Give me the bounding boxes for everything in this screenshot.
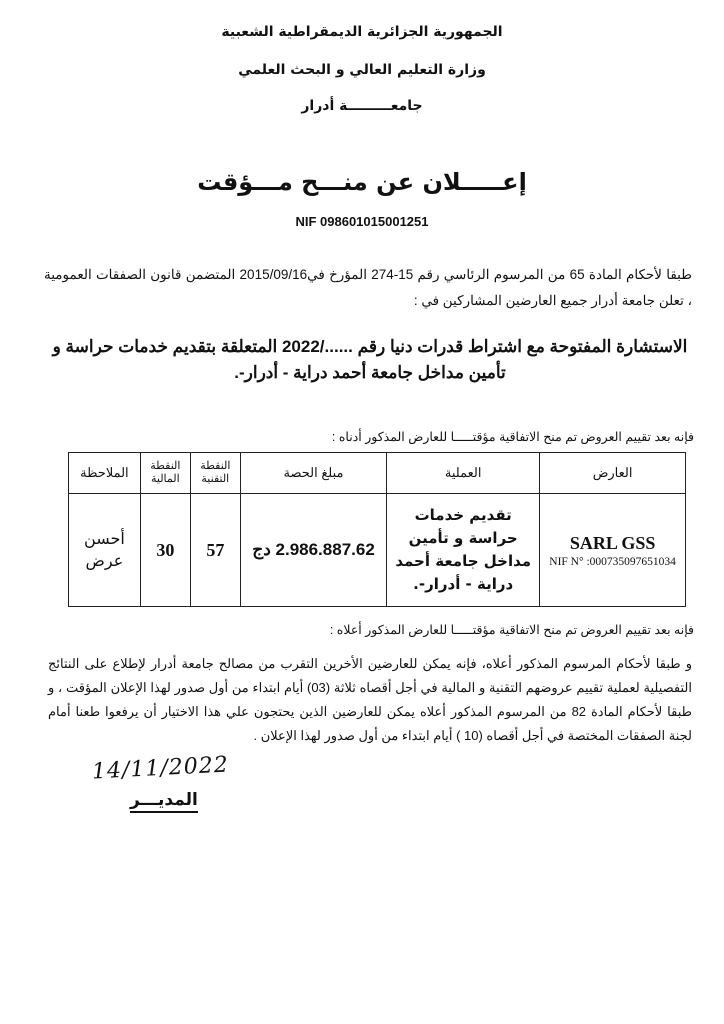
closing-paragraph: و طبقا لأحكام المرسوم المذكور أعلاه، فإنه يمكن للعارضين الأخرين التقرب من مصالح جامعة أدرار لإطلاع على النتائج التفصيلية لعملية تقييم عروضهم التقنية و المالية في أجل أقصاه ثلاثة (03) أيام ابتداء من أول صدور لهذا الإعلان المؤقت ، و طبقا لأحكام المادة 82 من المرسوم المذكور أعلاه يمكن للعارضين الذين يحتجون علي هذا الاختيار أن يرفعوا طعنا أمام لجنة الصفقات المختصة في أجل أقصاه (10 ) أيام ابتداء من أول صدور لهذا الإعلان . (48, 656, 693, 743)
bidder-nif: NIF N° :000735097651034 (549, 555, 676, 568)
award-table (68, 452, 686, 607)
intro-paragraph: طبقا لأحكام المادة 65 من المرسوم الرئاسي رقم 15-274 المؤرخ في2015/09/16 المتضمن قانون الصفقات العمومية ، تعلن جامعة أدرار جميع العارضين المشاركين في : (44, 267, 692, 308)
cell-remark: أحسن عرض (69, 494, 141, 607)
cell-technical-score: 57 (190, 494, 240, 607)
table-header-row (69, 453, 686, 494)
university-heading: جامعـــــــــة أدرار (301, 98, 423, 114)
cell-lot-amount: 2.986.887.62 دج (240, 494, 386, 607)
header-technical-score: النقطة التقنية (190, 453, 240, 494)
header-remark: الملاحظة (69, 453, 141, 494)
cell-financial-score: 30 (140, 494, 190, 607)
director-signature-title: المديـــر (130, 790, 198, 813)
ministry-heading: وزارة التعليم العالي و البحث العلمي (238, 62, 486, 78)
university-nif: NIF 098601015001251 (295, 214, 429, 229)
handwritten-date: 14/11/2022 (91, 752, 230, 785)
bidder-name: SARL GSS (569, 532, 656, 553)
cell-bidder (540, 494, 686, 607)
header-financial-score: النقطة المالية (140, 453, 190, 494)
consultation-subject: الاستشارة المفتوحة مع اشتراط قدرات دنيا رقم ....../2022 المتعلقة بتقديم خدمات حراسة و تأمين مداخل جامعة أحمد دراية - أدرار-. (52, 337, 688, 382)
announcement-title: إعـــــلان عن منـــح مـــؤقت (197, 168, 527, 196)
post-table-note: فإنه بعد تقييم العروض تم منح الاتفاقية مؤقتـــــا للعارض المذكور أعلاه : (329, 623, 694, 637)
header-lot-amount: مبلغ الحصة (240, 453, 386, 494)
header-bidder: العارض (540, 453, 686, 494)
republic-heading: الجمهورية الجزائرية الديمقراطية الشعبية (221, 24, 503, 40)
table-row (69, 494, 686, 607)
header-operation: العملية (387, 453, 540, 494)
cell-operation: تقديم خدمات حراسة و تأمين مداخل جامعة أحمد دراية - أدرار-. (387, 494, 540, 607)
pre-table-note: فإنه بعد تقييم العروض تم منح الاتفاقية مؤقتـــــا للعارض المذكور أدناه : (331, 430, 694, 444)
